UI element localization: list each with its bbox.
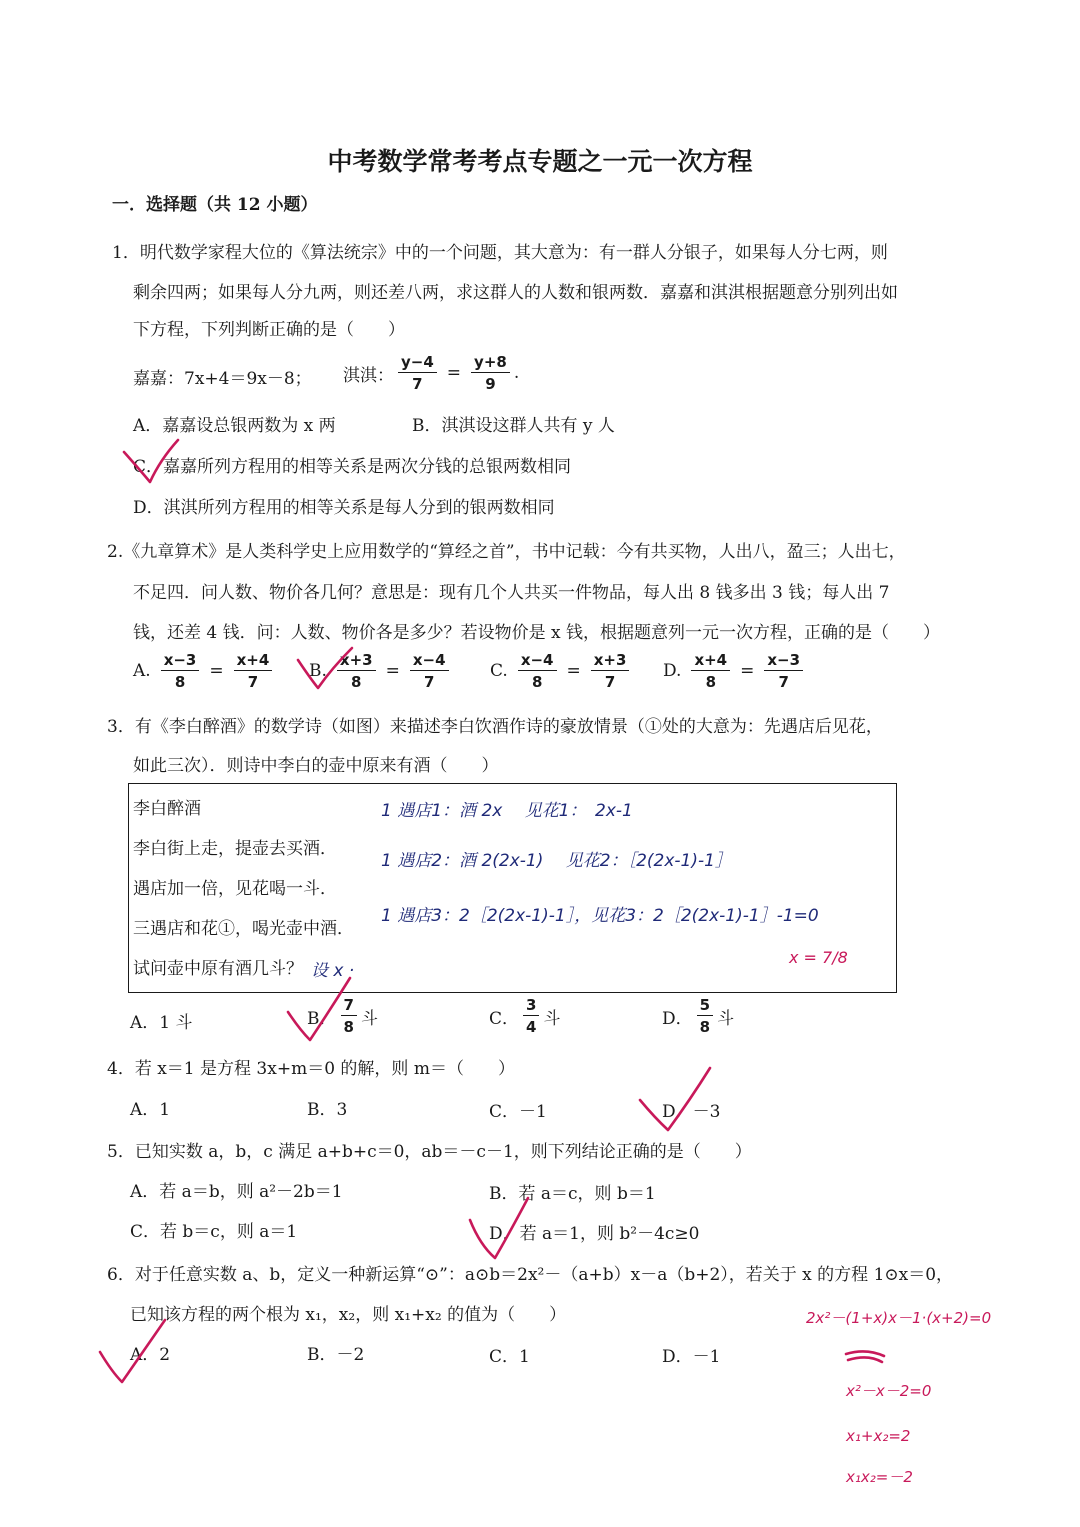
section-heading: 一．选择题（共 12 小题） — [112, 195, 318, 215]
fraction-denominator: 7 — [778, 673, 789, 691]
q6-option-d: D．－1 — [662, 1347, 721, 1367]
fraction-numerator: x−4 — [410, 651, 449, 671]
fraction-denominator: 7 — [423, 673, 435, 691]
q1-line3: 下方程，下列判断正确的是（ ） — [133, 320, 405, 340]
q5-option-b: B．若 a＝c，则 b＝1 — [489, 1184, 656, 1204]
poem-line: 李白街上走，提壶去买酒． — [133, 839, 337, 859]
poem-title: 李白醉酒 — [133, 799, 201, 819]
poem-line: 遇店加一倍，见花喝一斗． — [133, 879, 337, 899]
q6-option-c: C．1 — [489, 1347, 530, 1367]
fraction-numerator: x−3 — [161, 651, 200, 671]
q2-line1: 2.《九章算术》是人类科学史上应用数学的“算经之首”，书中记载：今有共买物，人出八，盈三；人出七， — [107, 542, 906, 562]
q4-stem: 4．若 x＝1 是方程 3x+m＝0 的解，则 m＝（ ） — [107, 1059, 515, 1079]
check-mark-icon — [124, 440, 178, 482]
equals-sign: = — [209, 661, 224, 681]
fraction-denominator: 8 — [705, 673, 716, 691]
fraction-denominator: 4 — [526, 1018, 537, 1036]
fraction-numerator: 3 — [523, 996, 539, 1016]
option-label: C． — [489, 1008, 520, 1029]
q6-option-a: A．2 — [130, 1345, 171, 1365]
q5-option-c: C．若 b＝c，则 a＝1 — [130, 1222, 298, 1242]
q6-line1: 6．对于任意实数 a、b，定义一种新运算“⊙”：a⊙b＝2x²－（a+b）x－a（b+2），若关于 x 的方程 1⊙x＝0， — [107, 1265, 954, 1285]
handwritten-answer: x = 7/8 — [789, 948, 848, 967]
fraction-numerator: y+8 — [471, 353, 510, 373]
option-label: D. — [663, 661, 682, 681]
q1-option-d: D．淇淇所列方程用的相等关系是每人分到的银两数相同 — [133, 498, 555, 518]
handwritten-work: 1 遇店3：2［2(2x-1)-1］，见花3：2［2(2x-1)-1］-1=0 — [381, 906, 819, 926]
fraction-denominator: 8 — [699, 1018, 711, 1036]
option-label: C. — [490, 661, 508, 681]
check-mark-icon — [100, 1320, 165, 1382]
page-title: 中考数学常考考点专题之一元一次方程 — [327, 147, 753, 176]
q1-option-a: A．嘉嘉设总银两数为 x 两 — [133, 416, 336, 436]
unit: 斗 — [360, 1008, 378, 1029]
q1-line2: 剩余四两；如果每人分九两，则还差八两，求这群人的人数和银两数．嘉嘉和淇淇根据题意分别列出如 — [133, 283, 898, 303]
q5-option-d: D．若 a＝1，则 b²－4c≥0 — [489, 1224, 700, 1244]
handwritten-work: 设 x · — [311, 961, 355, 981]
poem-line: 试问壶中原有酒几斗？ — [133, 959, 303, 979]
handwritten-work: x₁+x₂=2 — [846, 1427, 911, 1445]
q1-option-b: B．淇淇设这群人共有 y 人 — [412, 416, 615, 436]
handwritten-work: x²－x－2=0 — [846, 1382, 932, 1400]
fraction-numerator: y−4 — [398, 353, 437, 373]
q3-line2: 如此三次）．则诗中李白的壶中原来有酒（ ） — [133, 756, 499, 776]
fraction-denominator: 8 — [343, 1018, 354, 1036]
handwritten-work: 1 遇店1：酒 2x 见花1： 2x-1 — [381, 801, 633, 821]
q4-option-d: D．－3 — [662, 1102, 721, 1122]
option-label: D． — [662, 1008, 693, 1029]
fraction-numerator: x+3 — [337, 651, 376, 671]
check-mark-icon — [298, 648, 352, 688]
check-mark-icon — [640, 1068, 710, 1130]
fraction-denominator: 8 — [174, 673, 186, 691]
q1-qiqi-label: 淇淇： — [343, 365, 394, 386]
q2-line2: 不足四．问人数、物价各几何？意思是：现有几个人共买一件物品，每人出 8 钱多出 3 钱；每人出 7 — [133, 583, 890, 603]
fraction-numerator: x+4 — [234, 651, 273, 671]
fraction-denominator: 8 — [351, 673, 362, 691]
fraction-numerator: x+3 — [591, 651, 630, 671]
unit: 斗 — [717, 1008, 735, 1029]
q4-option-c: C．－1 — [489, 1102, 547, 1122]
fraction-numerator: x+4 — [691, 651, 730, 671]
option-label: B. — [309, 661, 327, 681]
fraction-denominator: 7 — [604, 673, 616, 691]
fraction-numerator: x−3 — [764, 651, 803, 671]
q6-option-b: B．－2 — [307, 1345, 365, 1365]
q1-line1: 1．明代数学家程大位的《算法统宗》中的一个问题，其大意为：有一群人分银子，如果每人分七两，则 — [112, 243, 888, 263]
handwritten-work: 1 遇店2：酒 2(2x-1) 见花2：［2(2x-1)-1］ — [381, 851, 732, 871]
handwritten-work: x₁x₂=－2 — [846, 1468, 913, 1486]
scribble-icon — [846, 1351, 884, 1362]
q4-option-b: B．3 — [307, 1100, 348, 1120]
fraction-denominator: 7 — [412, 375, 423, 393]
check-mark-icon — [288, 978, 350, 1040]
q5-stem: 5．已知实数 a，b，c 满足 a+b+c＝0，ab＝－c－1，则下列结论正确的是（ ） — [107, 1142, 752, 1162]
equals-sign: = — [446, 363, 462, 383]
q1-jiajia-equation: 嘉嘉：7x+4＝9x－8； — [133, 369, 312, 389]
fraction-numerator: 5 — [697, 996, 713, 1016]
handwritten-work: 2x²－(1+x)x－1·(x+2)=0 — [806, 1309, 992, 1327]
period: . — [513, 363, 520, 383]
equals-sign: = — [566, 661, 581, 681]
fraction-numerator: 7 — [341, 996, 357, 1016]
fraction-denominator: 9 — [485, 375, 496, 393]
equals-sign: = — [385, 661, 400, 681]
q2-line3: 钱，还差 4 钱．问：人数、物价各是多少？若设物价是 x 钱，根据题意列一元一次方程，正确的是（ ） — [133, 623, 941, 643]
q3-option-a: A．1 斗 — [130, 1013, 193, 1033]
unit: 斗 — [543, 1008, 561, 1029]
poem-line: 三遇店和花①，喝光壶中酒． — [133, 919, 354, 939]
option-label: B． — [307, 1008, 337, 1029]
q3-line1: 3．有《李白醉酒》的数学诗（如图）来描述李白饮酒作诗的豪放情景（①处的大意为：先遇店后见花， — [107, 717, 883, 737]
fraction-denominator: 7 — [247, 673, 259, 691]
fraction-numerator: x−4 — [518, 651, 557, 671]
option-label: A. — [133, 661, 151, 681]
equals-sign: = — [740, 661, 755, 681]
fraction-denominator: 8 — [531, 673, 543, 691]
q5-option-a: A．若 a＝b，则 a²－2b＝1 — [130, 1182, 343, 1202]
q6-line2: 已知该方程的两个根为 x₁，x₂，则 x₁+x₂ 的值为（ ） — [130, 1305, 567, 1325]
q1-option-c: C．嘉嘉所列方程用的相等关系是两次分钱的总银两数相同 — [133, 457, 572, 477]
check-mark-icon — [470, 1198, 528, 1258]
q4-option-a: A．1 — [130, 1100, 171, 1120]
